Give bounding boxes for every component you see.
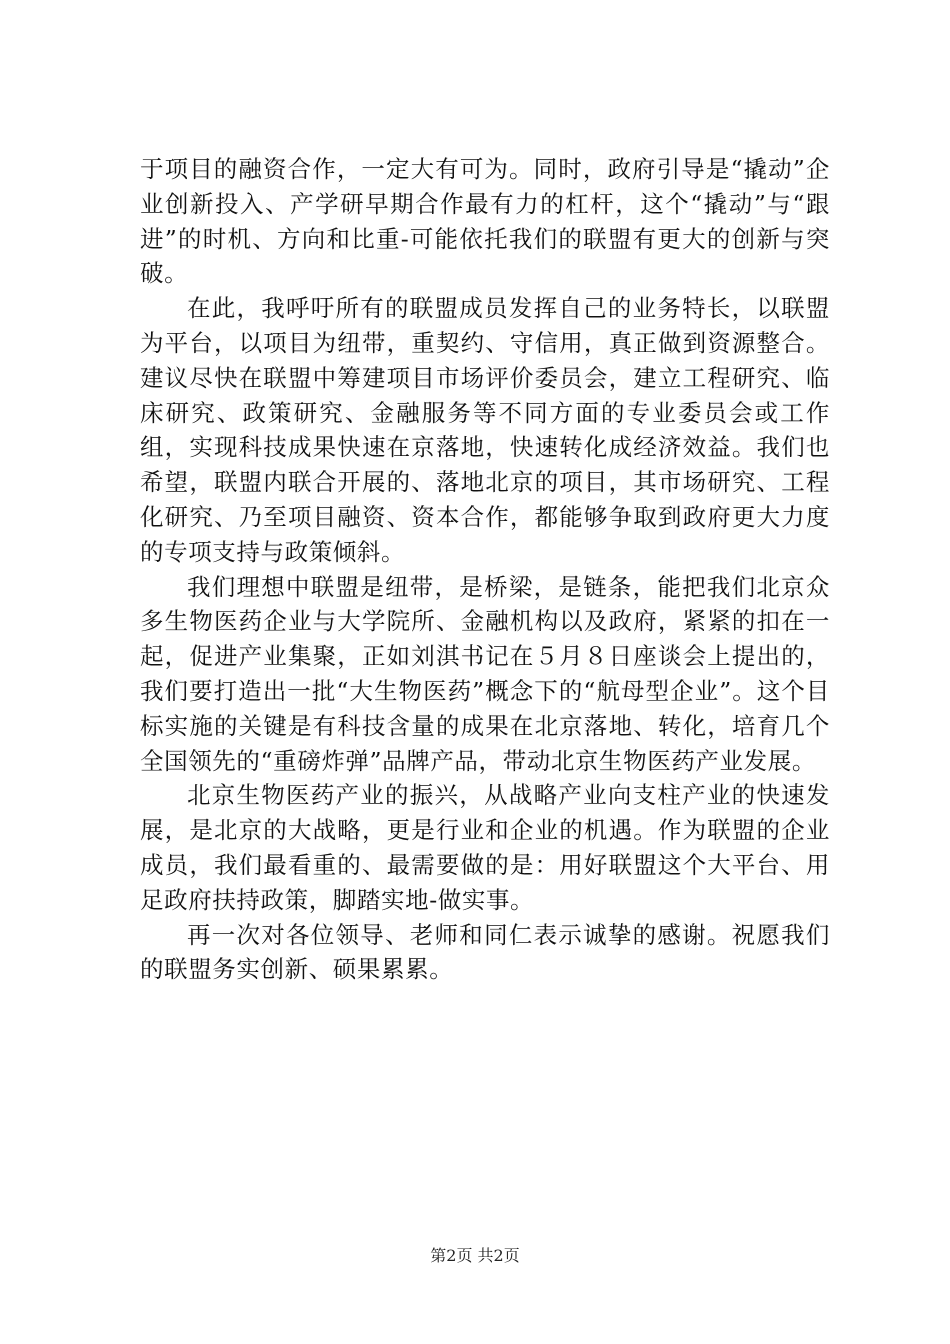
paragraph-5: 再一次对各位领导、老师和同仁表示诚挚的感谢。祝愿我们的联盟务实创新、硕果累累。 [140, 920, 830, 984]
page-number: 第2页 共2页 [430, 1246, 520, 1265]
paragraph-2: 在此，我呼吁所有的联盟成员发挥自己的业务特长，以联盟为平台，以项目为纽带，重契约、守信用，真正做到资源整合。建议尽快在联盟中筹建项目市场评价委员会，建立工程研究、临床研究、政策研究、金融服务等不同方面的专业委员会或工作组，实现科技成果快速在京落地，快速转化成经济效益。我们也希望，联盟内联合开展的、落地北京的项目，其市场研究、工程化研究、乃至项目融资、资本合作，都能够争取到政府更大力度的专项支持与政策倾斜。 [140, 294, 830, 566]
paragraph-1: 于项目的融资合作，一定大有可为。同时，政府引导是“撬动”企业创新投入、产学研早期合作最有力的杠杆，这个“撬动”与“跟进”的时机、方向和比重-可能依托我们的联盟有更大的创新与突破。 [140, 155, 830, 288]
document-body [140, 152, 830, 987]
paragraph-3: 我们理想中联盟是纽带，是桥梁，是链条，能把我们北京众多生物医药企业与大学院所、金融机构以及政府，紧紧的扣在一起，促进产业集聚，正如刘淇书记在５月８日座谈会上提出的，我们要打造出一批“大生物医药”概念下的“航母型企业”。这个目标实施的关键是有科技含量的成果在北京落地、转化，培育几个全国领先的“重磅炸弹”品牌产品，带动北京生物医药产业发展。 [140, 572, 830, 775]
paragraph-4: 北京生物医药产业的振兴，从战略产业向支柱产业的快速发展，是北京的大战略，更是行业和企业的机遇。作为联盟的企业成员，我们最看重的、最需要做的是：用好联盟这个大平台、用足政府扶持政策，脚踏实地-做实事。 [140, 781, 830, 914]
page-footer [0, 1246, 950, 1266]
